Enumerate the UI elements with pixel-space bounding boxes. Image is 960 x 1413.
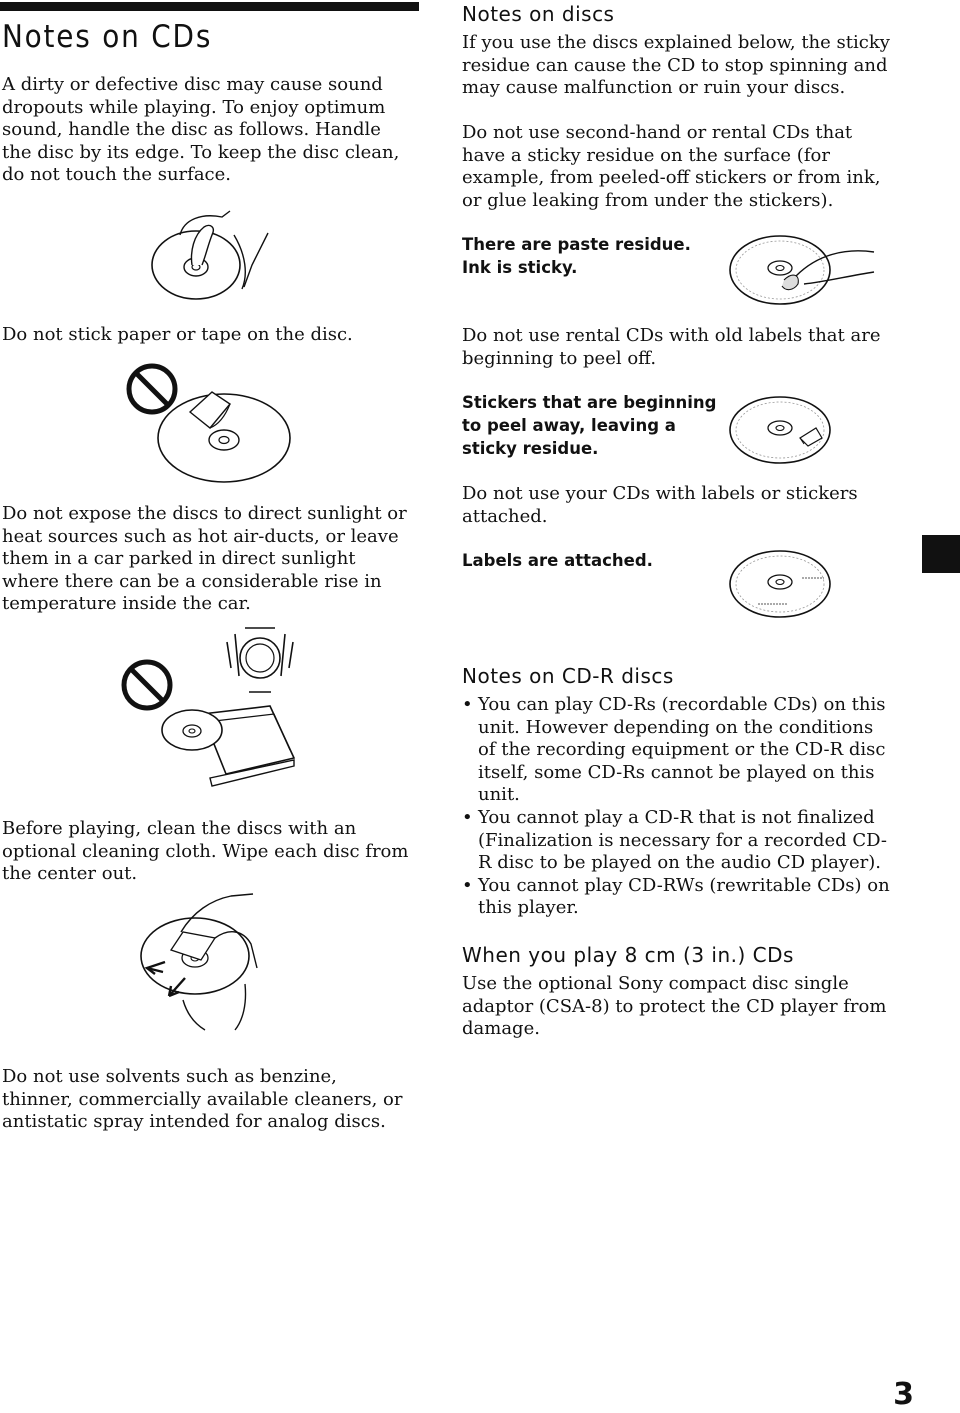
bullet-glyph: •	[462, 874, 473, 896]
bullet-glyph: •	[462, 806, 473, 828]
handle-disc-illustration	[140, 205, 290, 315]
no-solvents-text: Do not use solvents such as benzine, thinner, commercially available cleaners, or antistatic spray intended for analog discs.	[2, 1066, 403, 1133]
labels-attached-text: Do not use your CDs with labels or stickers attached.	[462, 483, 858, 527]
caption-stickers-line-1: Stickers that are beginning	[462, 393, 717, 412]
caption-stickers-line-3: sticky residue.	[462, 439, 599, 458]
cleaning-text: Before playing, clean the discs with an optional cleaning cloth. Wipe each disc from the center out.	[2, 818, 409, 885]
discs-paragraph-2: Do not use second-hand or rental CDs that have a sticky residue on the surface (for example, from peeled-off stickers or from ink, or glue leaking from under the stickers).	[462, 122, 881, 211]
list-item-text: You cannot play a CD-R that is not finalized (Finalization is necessary for a recorded CD-R disc to be played on the audio CD player).	[478, 806, 887, 874]
cdr-notes-list	[462, 694, 892, 920]
bullet-glyph: •	[462, 694, 473, 715]
discs-paragraph-1: If you use the discs explained below, the sticky residue can cause the CD to stop spinning and may cause malfunction or ruin your discs.	[462, 32, 890, 99]
caption-ink-sticky: Ink is sticky.	[462, 258, 578, 277]
intro-paragraph: A dirty or defective disc may cause sound dropouts while playing. To enjoy optimum sound, handle the disc as follows. Handle the disc by its edge. To keep the disc clean, do not touch the surface.	[2, 74, 400, 186]
list-item	[462, 875, 892, 920]
list-item-text: You can play CD-Rs (recordable CDs) on this unit. However depending on the conditions of the recording equipment or the CD-R disc itself, some CD-Rs cannot be played on this unit.	[478, 694, 886, 806]
wipe-disc-illustration	[135, 888, 265, 1033]
cd8-text: Use the optional Sony compact disc single adaptor (CSA-8) to protect the CD player from damage.	[462, 973, 887, 1040]
disc-with-tape-illustration	[150, 388, 310, 488]
labeled-disc-illustration	[728, 548, 833, 623]
section-thumb-tab	[922, 535, 960, 573]
page-number: 3	[893, 1377, 914, 1412]
discs-with-cases-illustration	[160, 696, 300, 791]
list-item-text: You cannot play CD-RWs (rewritable CDs) on this player.	[478, 874, 890, 919]
peeling-sticker-disc-illustration	[728, 394, 833, 469]
sun-icon	[215, 622, 305, 702]
caption-stickers-line-2: to peel away, leaving a	[462, 416, 676, 435]
cd8-heading: When you play 8 cm (3 in.) CDs	[462, 943, 794, 967]
sticky-disc-illustration	[728, 232, 878, 312]
caption-labels-attached: Labels are attached.	[462, 551, 653, 570]
page-title: Notes on CDs	[2, 19, 213, 55]
list-item	[462, 694, 892, 807]
caption-paste-residue: There are paste residue.	[462, 235, 691, 254]
notes-on-discs-heading: Notes on discs	[462, 2, 615, 26]
no-sunlight-text: Do not expose the discs to direct sunlight or heat sources such as hot air-ducts, or leave them in a car parked in direct sunlight where there can be a considerable rise in temperature inside the car.	[2, 503, 407, 615]
rental-labels-text: Do not use rental CDs with old labels that are beginning to peel off.	[462, 325, 881, 369]
header-rule	[0, 2, 419, 11]
list-item	[462, 807, 892, 875]
no-paper-tape-text: Do not stick paper or tape on the disc.	[2, 324, 353, 345]
notes-on-cdr-heading: Notes on CD-R discs	[462, 664, 674, 688]
